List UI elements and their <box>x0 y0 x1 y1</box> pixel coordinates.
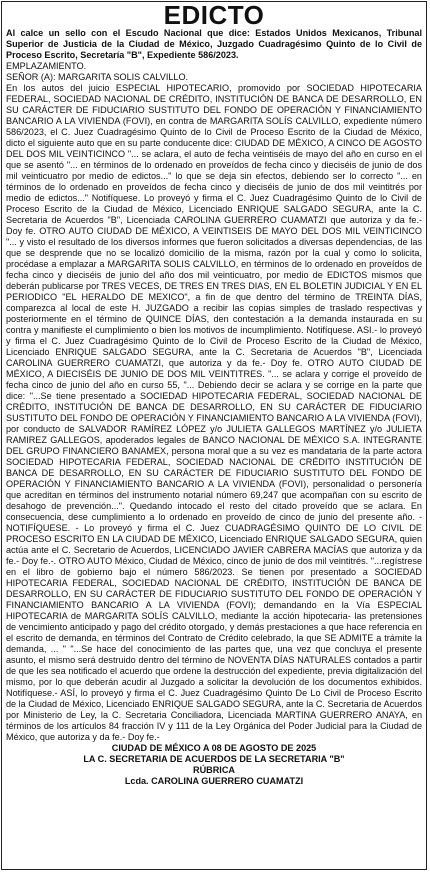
footer-secretary: LA C. SECRETARIA DE ACUERDOS DE LA SECRETARIA "B" <box>83 754 345 764</box>
emplazamiento-line: EMPLAZAMIENTO. <box>6 61 87 71</box>
edicto-body <box>6 28 422 743</box>
edicto-title: EDICTO <box>163 1 265 30</box>
main-paragraph: En los autos del juicio ESPECIAL HIPOTECARIO, promovido por SOCIEDAD HIPOTECARIA FEDERAL, SOCIEDAD NACIONAL DE CRÉDITO, INSTITUCIÓN DE BANCA DE DESARROLLO, EN SU CARÁCTER DE FIDUCIARIO SUSTITUTO DEL FONDO DE OPERACIÓN Y FINANCIAMIENTO BANCARIO A LA VIVIENDA (FOVI), en contra de MARGARITA SOLÍS CALVILLO, expediente número 586/2023, el C. Juez Cuadragésimo Quinto de lo Civil de Proceso Escrito de la Ciudad de México, dicto el siguiente auto que en su parte conducente dice: CIUDAD DE MÉXICO, A CINCO DE AGOSTO DEL DOS MIL VEINTICINCO "... se aclara, el auto de fecha veintiséis de mayo del año en curso en el que se asentó "... en términos de lo ordenado en proveídos de fecha cinco y dieciséis de junio de dos mil veinticuatro por medio de edictos..." lo que se deja sin efectos, debiendo ser lo correcto "... en términos de lo ordenado en proveídos de fecha cinco y dieciséis de junio de dos mil veintitrés por medio de edictos..." Notifíquese. Lo proveyó y firma el C. Juez Cuadragésimo Quinto de lo Civil de Proceso Escrito de la Ciudad de México, Licenciado ENRIQUE SALGADO SEGURA, ante la C. Secretaria de Acuerdos "B", Licenciada CAROLINA GUERRERO CUAMATZI que autoriza y da fe.- Doy fe. OTRO AUTO CIUDAD DE MÉXICO, A VEINTISEIS DE MAYO DEL DOS MIL VEINTICINCO "... y visto el resultado de los diversos informes que fueron solicitados a diversas dependencias, de las que se desprende que no se localizó domicilio de la misma, razón por la cual y como lo solicita, procédase a emplazar a MARGARITA SOLIS CALVILLO, en términos de lo ordenado en proveídos de fecha cinco y dieciséis de junio del año dos mil veinticuatro, por medio de EDICTOS mismos que deberán publicarse por TRES VECES, DE TRES EN TRES DIAS, EN EL BOLETIN JUDICIAL Y EN EL PERIODICO "EL HERALDO DE MEXICO", a fin de que dentro del término de TREINTA DÍAS, comparezca al local de este H. JUZGADO a recibir las copias simples de traslado respectivas y posteriormente en el término de QUINCE DÍAS, den contestación a la demanda instaurada en su contra y manifieste el cumplimiento o bien los motivos de incumplimiento. Notifíquese. ASI.- lo proveyó y firma el C. Juez Cuadragésimo Quinto de lo Civil de Proceso Escrito de la Ciudad de México, Licenciado ENRIQUE SALGADO SEGURA, ante la C. Secretaria de Acuerdos "B", Licenciada CAROLINA GUERRERO CUAMATZI, que autoriza y da fe.- Doy fe. OTRO AUTO CIUDAD DE MÉXICO, A DIECISÉIS DE JUNIO DE DOS MIL VEINTITRES. "... se aclara y corrige el proveído de fecha cinco de junio del año en curso 55, "... Debiendo decir se aclara y se corrige en la parte que dice: "...Se tiene presentado a SOCIEDAD HIPOTECARIA FEDERAL, SOCIEDAD NACIONAL DE CRÉDITO, INSTITUCIÓN DE BANCA DE DESARROLLO, EN SU CARÁCTER DE FIDUCIARIO SUSTITUTO DEL FONDO DE OPERACIÓN Y FINANCIAMIENTO BANCARIO A LA VIVIENDA (FOVI), por conducto de SALVADOR RAMÍREZ LÓPEZ y/o JULIETA GALLEGOS MARTÍNEZ y/o JULIETA RAMIREZ GALLEGOS, apoderados legales de BANCO NACIONAL DE MÉXICO S.A. INTEGRANTE DEL GRUPO FINANCIERO BANAMEX, persona moral que a su vez es mandataria de la parte actora SOCIEDAD HIPOTECARIA FEDERAL, SOCIEDAD NACIONAL DE CRÉDITO INSTITUCIÓN DE BANCA DE DESARROLLO, EN SU CARÁCTER DE FIDUCIARIO SUSTITUTO DEL FONDO DE OPERACIÓN Y FINANCIAMIENTO BANCARIO A LA VIVIENDA (FOVI), personalidad o personería que acreditan en términos del instrumento notarial número 69,247 que acompañan con su escrito de desahogo de prevención...". Quedando intocado el resto del citado proveído que se aclara. En consecuencia, dese cumplimiento a lo ordenado en proveído de cinco de junio del presente año. - NOTIFÍQUESE. - Lo proveyó y firma el C. Juez CUADRAGÉSIMO QUINTO DE LO CIVIL DE PROCESO ESCRITO EN LA CIUDAD DE MÉXICO, Licenciado ENRIQUE SALGADO SEGURA, quien actúa ante el C. Secretario de Acuerdos, LICENCIADO JAVIER CABRERA MACÍAS que autoriza y da fe.- Doy fe.-. OTRO AUTO México, Ciudad de México, cinco de junio de dos mil veintitrés. "...regístrese en el libro de gobierno bajo el número 586/2023. Se tienen por presentado a SOCIEDAD HIPOTECARIA FEDERAL, SOCIEDAD NACIONAL DE CRÉDITO, INSTITUCIÓN DE BANCA DE DESARROLLO, EN SU CARÁCTER DE FIDUCIARIO SUSTITUTO DEL FONDO DE OPERACIÓN Y FINANCIAMIENTO BANCARIO A LA VIVIENDA (FOVI); demandando en la Vía ESPECIAL HIPOTECARIA de MARGARITA SOLÍS CALVILLO, mediante la acción hipotecaria- las pretensiones de vencimiento anticipado y pago del crédito otorgado, y demás prestaciones a que hace referencia en el escrito de demanda, en términos del Contrato de Crédito celebrado, la que SE ADMITE a trámite la demanda, ... " "...Se hace del conocimiento de las partes que, una vez que concluya el presente asunto, el mismo será destruido dentro del término de NOVENTA DÍAS NATURALES contados a partir de que les sea notificado el acuerdo que ordene la destrucción del expediente, previa digitalización del mismo, por lo que deberán acudir al Juzgado a solicitar la devolución de los documentos exhibidos. Notifíquese.- ASÍ, lo proveyó y firma el C. Juez Cuadragésimo Quinto De Lo Civil de Proceso Escrito de la Ciudad de México, Licenciado ENRIQUE SALGADO SEGURA, ante la C. Secretaria de Acuerdos por Ministerio de Ley, la C. Secretaria Conciliadora, Licenciada MARTINA GUERRERO ANAYA, en términos de los artículos 84 fracción IV y 111 de la Ley Orgánica del Poder Judicial para la Ciudad de México, que autoriza y da fe.- Doy fe.- <box>6 83 422 742</box>
seal-heading: Al calce un sello con el Escudo Nacional que dice: Estados Unidos Mexicanos, Tribunal Superior de Justicia de la Ciudad de México, Juzgado Cuadragésimo Quinto de lo Civil de Proceso Escrito, Secretaría "B", Expediente 586/2023. <box>6 28 422 60</box>
signature-block <box>6 743 422 787</box>
edicto-notice <box>1 1 427 870</box>
footer-rubrica: RÚBRICA <box>193 765 235 775</box>
footer-signer: Lcda. CAROLINA GUERRERO CUAMATZI <box>124 776 304 786</box>
addressee-line: SEÑOR (A): MARGARITA SOLIS CALVILLO. <box>6 72 189 82</box>
footer-date: CIUDAD DE MÉXICO A 08 DE AGOSTO DE 2025 <box>111 743 317 753</box>
